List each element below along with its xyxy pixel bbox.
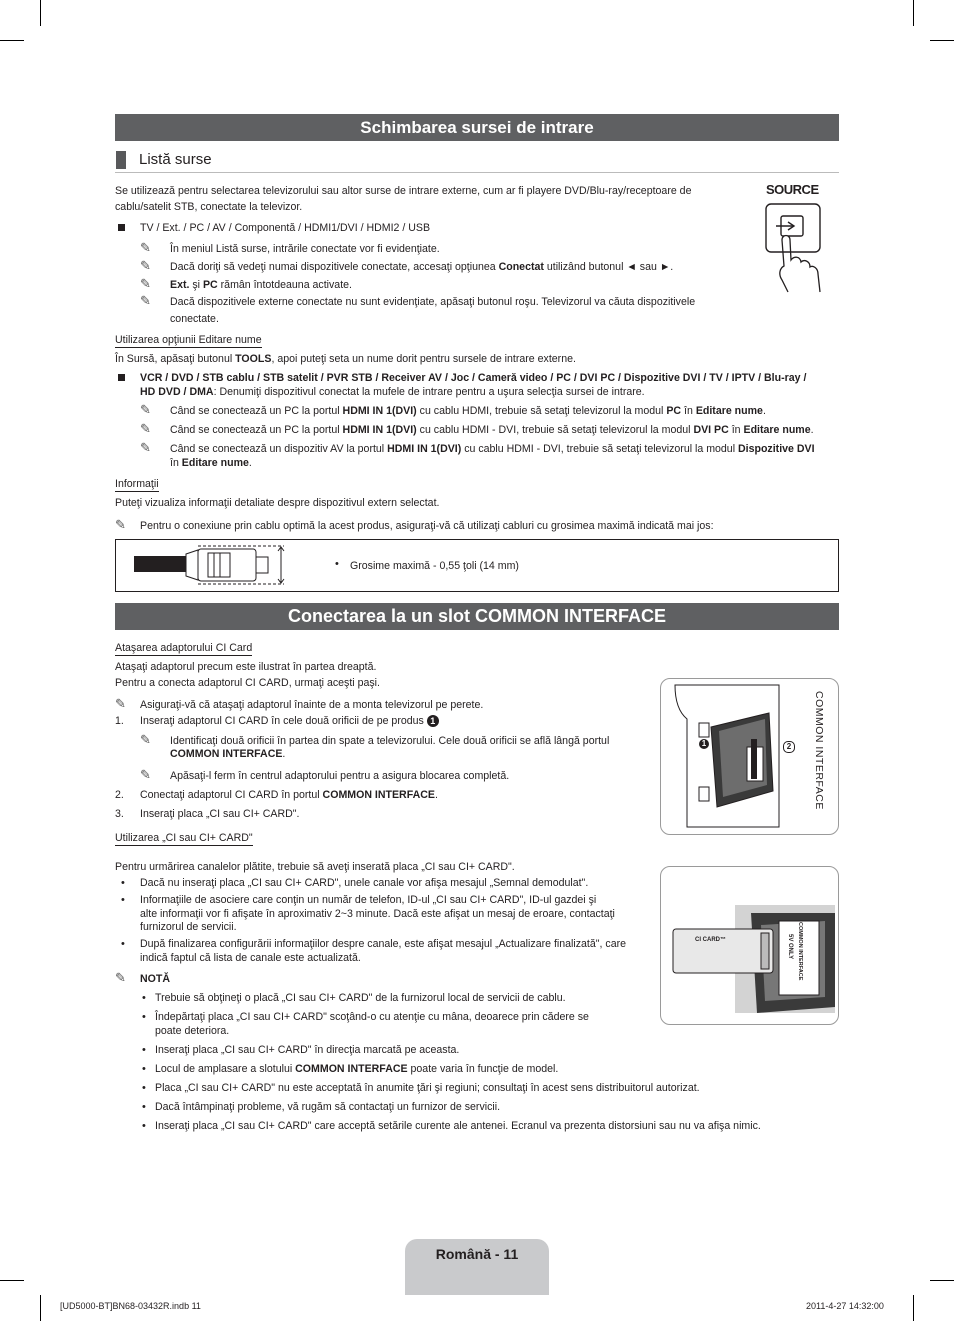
crop-mark [40, 0, 41, 26]
bullet-dot: • [142, 1120, 146, 1132]
step-number: 2. [115, 789, 124, 801]
note-text: Asiguraţi-vă că ataşaţi adaptorul înainte de a monta televizorul pe perete. [140, 699, 484, 711]
cable-spec-text: Grosime maximă - 0,55 ţoli (14 mm) [350, 560, 519, 572]
bullet-square [118, 224, 125, 231]
note-icon: ✎ [140, 276, 151, 291]
paragraph: Puteţi vizualiza informaţii detaliate despre dispozitivul extern selectat. [115, 497, 440, 509]
note-heading: NOTĂ [140, 973, 171, 985]
note-icon: ✎ [140, 421, 151, 436]
crop-mark [0, 1280, 24, 1281]
intro-line: cablu/satelit STB, conectate la televizor. [115, 201, 303, 213]
step-text: Inseraţi placa „CI sau CI+ CARD". [140, 808, 300, 820]
paragraph: Ataşaţi adaptorul precum este ilustrat în partea dreaptă. [115, 661, 377, 673]
note-text: Pentru o conexiune prin cablu optimă la acest produs, asiguraţi-vă că utilizaţi cabluri cu grosimea maximă indicată mai jos: [140, 520, 714, 532]
note-item: Locul de amplasare a slotului COMMON INTERFACE poate varia în funcţie de model. [155, 1063, 559, 1075]
paragraph: Pentru urmărirea canalelor plătite, trebuie să aveţi inserată placa „CI sau CI+ CARD". [115, 861, 515, 873]
note-icon: ✎ [140, 258, 151, 273]
note-icon: ✎ [115, 517, 126, 532]
note-text: Ext. şi PC rămân întotdeauna activate. [170, 279, 352, 291]
note-text: Dacă doriţi să vedeţi numai dispozitivele conectate, accesaţi opţiunea Conectat utilizând butonul ◄ sau ►. [170, 261, 674, 273]
page-number: Română - 11 [435, 1246, 519, 1262]
finger-press-icon [758, 182, 838, 294]
bullet-dot: • [142, 1063, 146, 1075]
paragraph: Pentru a conecta adaptorul CI CARD, urmaţi aceşti paşi. [115, 677, 380, 689]
hdmi-cable-icon [128, 540, 308, 590]
step-number: 3. [115, 808, 124, 820]
page-number-tab [405, 1239, 549, 1295]
section-title: Conectarea la un slot COMMON INTERFACE [115, 603, 839, 630]
crop-mark [0, 40, 24, 41]
note-item: poate deteriora. [155, 1025, 230, 1037]
bullet-dot: • [121, 938, 125, 950]
step-number: 1. [115, 715, 124, 727]
subheading: Ataşarea adaptorului CI Card [115, 642, 253, 654]
note-item: Trebuie să obţineţi o placă „CI sau CI+ CARD" de la furnizorul local de servicii de cablu. [155, 992, 566, 1004]
note-icon: ✎ [140, 240, 151, 255]
subsection-title: Listă surse [139, 151, 212, 168]
subheading: Utilizarea „CI sau CI+ CARD" [115, 832, 253, 844]
footer-file: [UD5000-BT]BN68-03432R.indb 11 [60, 1301, 201, 1311]
common-interface-label: COMMON INTERFACE [813, 691, 825, 810]
bullet-text: TV / Ext. / PC / AV / Componentă / HDMI1/DVI / HDMI2 / USB [140, 222, 431, 234]
ci-card-figure [660, 866, 839, 1025]
bullet-dot: • [121, 877, 125, 889]
note-icon: ✎ [115, 970, 126, 985]
note-text: conectate. [170, 313, 219, 325]
footer-date: 2011-4-27 14:32:00 [806, 1301, 884, 1311]
note-icon: ✎ [140, 732, 151, 747]
bullet-text: alte informaţii vor fi afişate în aproximativ 2~3 minute. Dacă este afişat un mesaj de eroare, contactaţi [140, 908, 615, 920]
crop-mark [913, 1295, 914, 1321]
crop-mark [930, 1280, 954, 1281]
subsection-header [115, 150, 839, 173]
note-item: Placa „CI sau CI+ CARD" nu este acceptată în anumite ţări şi regiuni; consultaţi în acest sens distribuitorul autorizat. [155, 1082, 700, 1094]
note-text: Când se conectează un dispozitiv AV la portul HDMI IN 1(DVI) cu cablu HDMI - DVI, trebuie să setaţi televizorul la modul Dispozitive DVI [170, 443, 815, 455]
bullet-text: VCR / DVD / STB cablu / STB satelit / PVR STB / Receiver AV / Joc / Cameră video / PC / DVI PC / Dispozitive DVI / TV / IPTV / Blu-ray / [140, 372, 807, 384]
bullet-text: furnizorul de servicii. [140, 921, 237, 933]
crop-mark [40, 1295, 41, 1321]
ci-adapter-figure [660, 678, 839, 835]
note-text: Apăsaţi-l ferm în centrul adaptorului pentru a asigura blocarea completă. [170, 770, 510, 782]
subheading: Informaţii [115, 478, 159, 490]
bullet-text: După finalizarea configurării informaţiilor despre canale, este afişat mesajul „Actualizare finalizată", care [140, 938, 627, 950]
bullet-dot: • [142, 1044, 146, 1056]
note-icon: ✎ [140, 402, 151, 417]
marker-2: 2 [783, 741, 795, 753]
bullet-dot: • [142, 1011, 146, 1023]
subheading: Utilizarea opţiunii Editare nume [115, 334, 262, 346]
note-text: COMMON INTERFACE. [170, 748, 286, 760]
section-title: Schimbarea sursei de intrare [115, 114, 839, 141]
heading-marker [116, 151, 126, 169]
note-text: Când se conectează un PC la portul HDMI IN 1(DVI) cu cablu HDMI, trebuie să setaţi televizorul la modul PC în Editare nume. [170, 405, 766, 417]
note-item: Inseraţi placa „CI sau CI+ CARD" în direcţia marcată pe aceasta. [155, 1044, 460, 1056]
note-text: Dacă dispozitivele externe conectate nu sunt evidenţiate, apăsaţi butonul roşu. Televizorul va căuta dispozitivele [170, 296, 696, 308]
note-text: Identificaţi două orificii în partea din spate a televizorului. Cele două orificii se află lângă portul [170, 735, 610, 747]
note-icon: ✎ [140, 440, 151, 455]
paragraph: În Sursă, apăsaţi butonul TOOLS, apoi puteţi seta un nume dorit pentru sursele de intrare externe. [115, 353, 576, 365]
ci-card-label: CI CARD™ [695, 937, 726, 943]
bullet-text: indică faptul că lista de canale este actualizată. [140, 952, 361, 964]
note-item: Dacă întâmpinaţi probleme, vă rugăm să contactaţi un furnizor de servicii. [155, 1101, 501, 1113]
bullet-dot: • [142, 992, 146, 1004]
bullet-text: Informaţiile de asociere care conţin un număr de telefon, ID-ul „CI sau CI+ CARD", ID-ul gazdei şi [140, 894, 597, 906]
note-text: În meniul Listă surse, intrările conectate vor fi evidenţiate. [170, 243, 440, 255]
marker-1: 1 [699, 739, 709, 749]
note-text: Când se conectează un PC la portul HDMI IN 1(DVI) cu cablu HDMI - DVI, trebuie să setaţi televizorul la modul DVI PC în Editare nume. [170, 424, 814, 436]
step-text: Inseraţi adaptorul CI CARD în cele două orificii de pe produs 1 [140, 714, 439, 728]
note-icon: ✎ [115, 696, 126, 711]
bullet-square [118, 374, 125, 381]
slot-common-interface-label: COMMON INTERFACE [797, 922, 803, 981]
bullet-dot: • [142, 1101, 146, 1113]
bullet-dot: • [142, 1082, 146, 1094]
source-label: SOURCE [766, 182, 819, 197]
crop-mark [930, 40, 954, 41]
note-item: Îndepărtaţi placa „CI sau CI+ CARD" scoţând-o cu atenţie cu mâna, deoarece prin cădere se [155, 1011, 589, 1023]
bullet-dot: • [121, 894, 125, 906]
note-text: în Editare nume. [170, 457, 252, 469]
note-icon: ✎ [140, 767, 151, 782]
ci-card-illustration [661, 867, 838, 1024]
step-circle-marker: 1 [427, 715, 439, 727]
source-button-illustration [758, 182, 838, 294]
slot-5v-label: 5V ONLY [787, 934, 793, 960]
note-icon: ✎ [140, 293, 151, 308]
intro-line: Se utilizează pentru selectarea televizorului sau altor surse de intrare externe, cum ar fi playere DVD/Blu-ray/receptoare de [115, 185, 692, 197]
crop-mark [913, 0, 914, 26]
cable-spec-box [115, 539, 839, 592]
bullet-dot: • [335, 558, 339, 570]
bullet-text: HD DVD / DMA: Denumiţi dispozitivul conectat la mufele de intrare pentru a uşura selecţia sursei de intrare. [140, 386, 645, 398]
bullet-text: Dacă nu inseraţi placa „CI sau CI+ CARD", unele canale vor afişa mesajul „Semnal demodulat". [140, 877, 589, 889]
step-text: Conectaţi adaptorul CI CARD în portul COMMON INTERFACE. [140, 789, 438, 801]
note-item: Inseraţi placa „CI sau CI+ CARD" care acceptă setările curente ale antenei. Ecranul va prezenta distorsiuni sau nu va afişa nimic. [155, 1120, 761, 1132]
ci-adapter-illustration [661, 679, 838, 834]
